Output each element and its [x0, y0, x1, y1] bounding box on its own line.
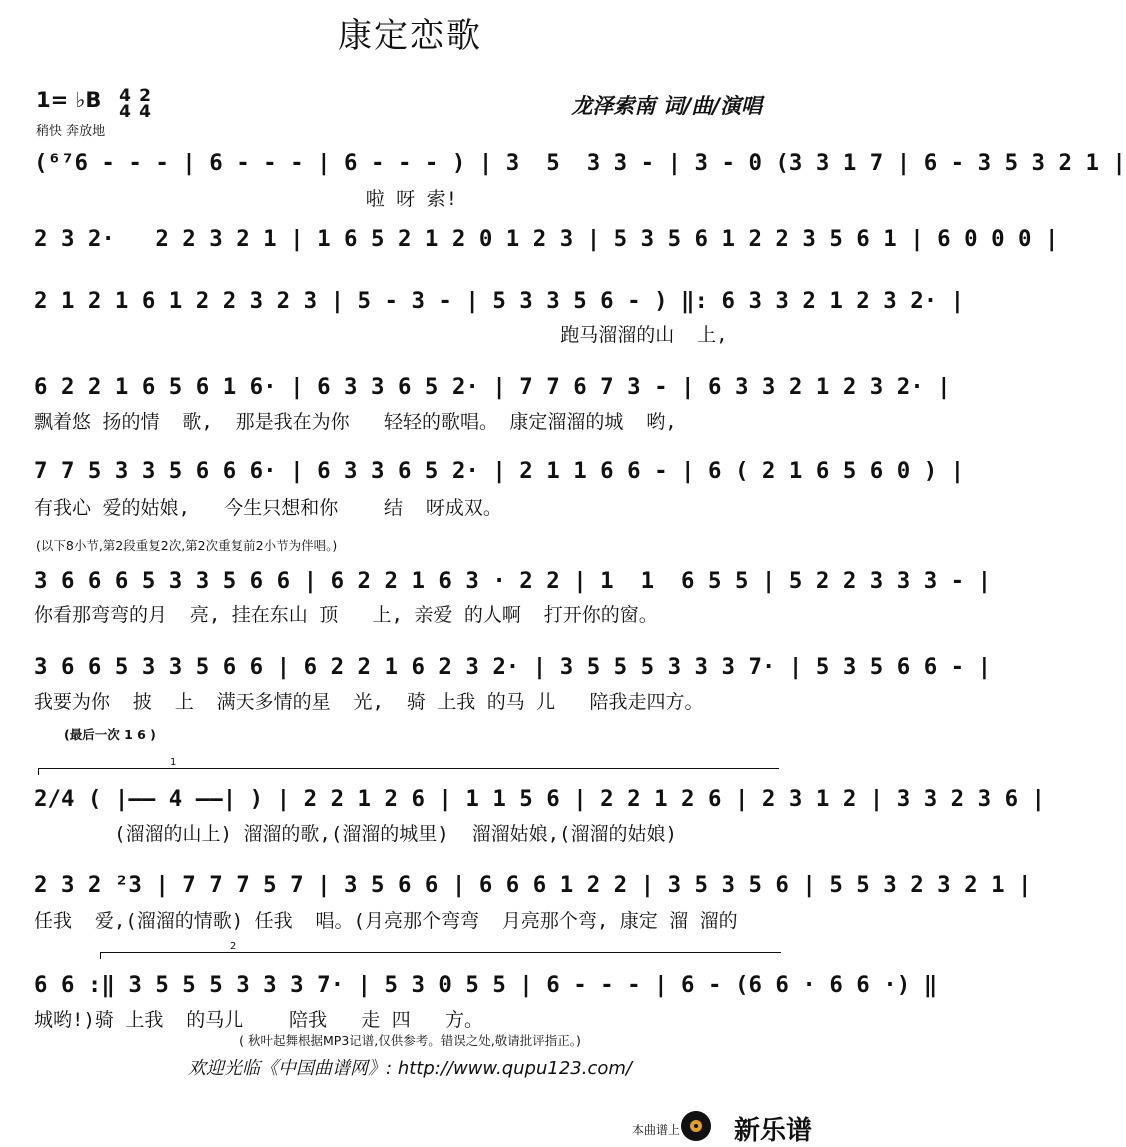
song-title: 康定恋歌 — [338, 16, 482, 56]
volta-label-2: 2 — [230, 941, 237, 952]
welcome-line: 欢迎光临《中国曲谱网》: http://www.qupu123.com/ — [188, 1058, 632, 1079]
lyrics-system-3: 跑马溜溜的山 上, — [34, 324, 728, 346]
volta-bracket-2 — [100, 952, 781, 959]
vinyl-record-icon — [680, 1110, 712, 1142]
brand-logo-text: 新乐谱 — [733, 1116, 812, 1146]
lyrics-system-4: 飘着悠 扬的情 歌, 那是我在为你 轻轻的歌唱。 康定溜溜的城 哟, — [34, 411, 677, 433]
time-signature-2-4 — [138, 88, 152, 120]
tempo-marking: 稍快 奔放地 — [36, 124, 106, 139]
notation-system-9: 2 3 2 ²3 | 7 7 7 5 7 | 3 5 6 6 | 6 6 6 1 2 2 | 3 5 3 5 6 | 5 5 3 2 3 2 1 | — [34, 872, 1032, 898]
notation-system-6: 3 6 6 6 5 3 3 5 6 6 | 6 2 2 1 6 3 · 2 2 | 1 1 6 5 5 | 5 2 2 3 3 3 - | — [34, 568, 992, 594]
notation-system-7: 3 6 6 5 3 3 5 6 6 | 6 2 2 1 6 2 3 2· | 3 5 5 5 3 3 3 7· | 5 3 5 6 6 - | — [34, 654, 992, 680]
time-top: 4 — [119, 86, 131, 106]
disclaimer-text: ( 秋叶起舞根据MP3记谱,仅供参考。错误之处,敬请批评指正。) — [239, 1033, 581, 1048]
time-signature-4-4 — [118, 88, 132, 120]
lyrics-system-10: 城哟!)骑 上我 的马儿 陪我 走 四 方。 — [34, 1009, 484, 1031]
lyrics-system-1: 啦 呀 索! — [34, 188, 458, 210]
lyrics-system-8: (溜溜的山上) 溜溜的歌,(溜溜的城里) 溜溜姑娘,(溜溜的姑娘) — [34, 823, 677, 845]
repeat-instruction: (以下8小节,第2段重复2次,第2次重复前2小节为伴唱。) — [36, 538, 338, 553]
lyrics-system-9: 任我 爱,(溜溜的情歌) 任我 唱。(月亮那个弯弯 月亮那个弯, 康定 溜 溜的 — [34, 910, 738, 932]
credit-line: 龙泽索南 词/曲/演唱 — [571, 94, 762, 118]
last-time-note: (最后一次 1 6 ) — [64, 727, 156, 742]
notation-system-10: 6 6 :‖ 3 5 5 5 3 3 3 7· | 5 3 0 5 5 | 6 - - - | 6 - (6 6 · 6 6 ·) ‖ — [34, 972, 938, 998]
volta-label-1: 1 — [170, 757, 177, 768]
volta-bracket-1 — [38, 768, 779, 775]
lyrics-system-5: 有我心 爱的姑娘, 今生只想和你 结 呀成双。 — [34, 497, 502, 519]
notation-system-3: 2 1 2 1 6 1 2 2 3 2 3 | 5 - 3 - | 5 3 3 5 6 - ) ‖: 6 3 3 2 1 2 3 2· | — [34, 288, 965, 314]
lyrics-system-7: 我要为你 披 上 满天多情的星 光, 骑 上我 的马 儿 陪我走四方。 — [34, 691, 704, 713]
footer-prefix: 本曲谱上 — [631, 1123, 680, 1137]
key-signature: 1= ♭B — [36, 88, 102, 112]
time-top: 2 — [139, 86, 151, 106]
notation-system-8: 2/4 ( |—— 4 ——| ) | 2 2 1 2 6 | 1 1 5 6 | 2 2 1 2 6 | 2 3 1 2 | 3 3 2 3 6 | — [34, 786, 1046, 812]
time-bottom: 4 — [119, 102, 131, 122]
notation-system-1: (⁶⁷6 - - - | 6 - - - | 6 - - - ) | 3 5 3 3 - | 3 - 0 (3 3 1 7 | 6 - 3 5 3 2 1 | — [34, 150, 1126, 176]
notation-system-5: 7 7 5 3 3 5 6 6 6· | 6 3 3 6 5 2· | 2 1 1 6 6 - | 6 ( 2 1 6 5 6 0 ) | — [34, 458, 965, 484]
time-bottom: 4 — [139, 102, 151, 122]
notation-system-2: 2 3 2· 2 2 3 2 1 | 1 6 5 2 1 2 0 1 2 3 | 5 3 5 6 1 2 2 3 5 6 1 | 6 0 0 0 | — [34, 226, 1059, 252]
notation-system-4: 6 2 2 1 6 5 6 1 6· | 6 3 3 6 5 2· | 7 7 6 7 3 - | 6 3 3 2 1 2 3 2· | — [34, 374, 951, 400]
lyrics-system-6: 你看那弯弯的月 亮, 挂在东山 顶 上, 亲爱 的人啊 打开你的窗。 — [34, 604, 658, 626]
